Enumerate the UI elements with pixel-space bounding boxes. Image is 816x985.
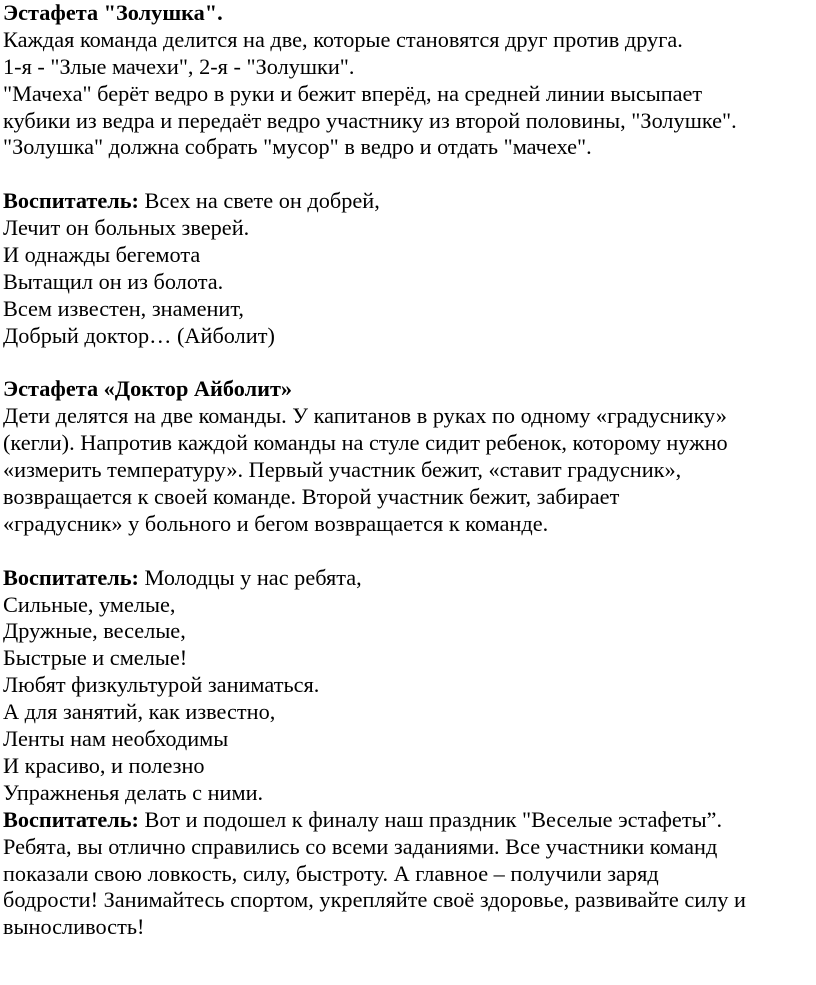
verse-line: И красиво, и полезно (3, 752, 205, 778)
paragraph-line: Дети делятся на две команды. У капитанов в руках по одному «градуснику» (3, 403, 727, 429)
paragraph-line: возвращается к своей команде. Второй участник бежит, забирает (3, 484, 620, 510)
verse-line: Любят физкультурой заниматься. (3, 672, 320, 698)
blank-line (3, 538, 813, 565)
verse-line: Ленты нам необходимы (3, 726, 229, 752)
verse-line: А для занятий, как известно, (3, 699, 276, 725)
paragraph-line: "Мачеха" берёт ведро в руки и бежит вперёд, на средней линии высыпает (3, 80, 703, 106)
paragraph-line: «градусник» у больного и бегом возвращается к команде. (3, 510, 549, 536)
verse-line: И однажды бегемота (3, 242, 201, 268)
speaker-label: Воспитатель: (3, 188, 139, 214)
paragraph-line: 1-я - "Злые мачехи", 2-я - "Золушки". (3, 53, 355, 79)
paragraph-line: «измерить температуру». Первый участник бежит, «ставит градусник», (3, 457, 682, 483)
section-title-zolushka: Эстафета "Золушка". (3, 0, 223, 25)
speaker-label: Воспитатель: (3, 806, 139, 832)
blank-line (3, 161, 813, 188)
paragraph-line: "Золушка" должна собрать "мусор" в ведро и отдать "мачехе". (3, 134, 592, 160)
paragraph-line: (кегли). Напротив каждой команды на стуле сидит ребенок, которому нужно (3, 430, 728, 456)
section-title-aibolit: Эстафета «Доктор Айболит» (3, 376, 293, 402)
verse-line: Вытащил он из болота. (3, 268, 224, 294)
verse-line: Сильные, умелые, (3, 591, 176, 617)
speaker-label: Воспитатель: (3, 564, 139, 590)
verse-line: Лечит он больных зверей. (3, 215, 250, 241)
paragraph-line: кубики из ведра и передаёт ведро участнику из второй половины, "Золушке". (3, 107, 737, 133)
paragraph-line: показали свою ловкость, силу, быстроту. А главное – получили заряд (3, 860, 659, 886)
verse-line: Всем известен, знаменит, (3, 295, 244, 321)
finale-first-line: Воспитатель: Вот и подошел к финалу наш праздник "Веселые эстафеты”. (3, 806, 723, 832)
verse-line: Добрый доктор… (Айболит) (3, 322, 275, 348)
blank-line (3, 350, 813, 377)
paragraph-line: Ребята, вы отлично справились со всеми заданиями. Все участники команд (3, 833, 718, 859)
verse-line: Быстрые и смелые! (3, 645, 188, 671)
paragraph-line: Каждая команда делится на две, которые становятся друг против друга. (3, 26, 683, 52)
paragraph-line: выносливость! (3, 914, 145, 940)
poem-first-line: Воспитатель: Молодцы у нас ребята, (3, 564, 362, 590)
verse-line: Дружные, веселые, (3, 618, 186, 644)
riddle-first-line: Воспитатель: Всех на свете он добрей, (3, 188, 380, 214)
document-page (3, 0, 813, 941)
verse-line: Упражненья делать с ними. (3, 779, 264, 805)
paragraph-line: бодрости! Занимайтесь спортом, укрепляйте своё здоровье, развивайте силу и (3, 887, 746, 913)
